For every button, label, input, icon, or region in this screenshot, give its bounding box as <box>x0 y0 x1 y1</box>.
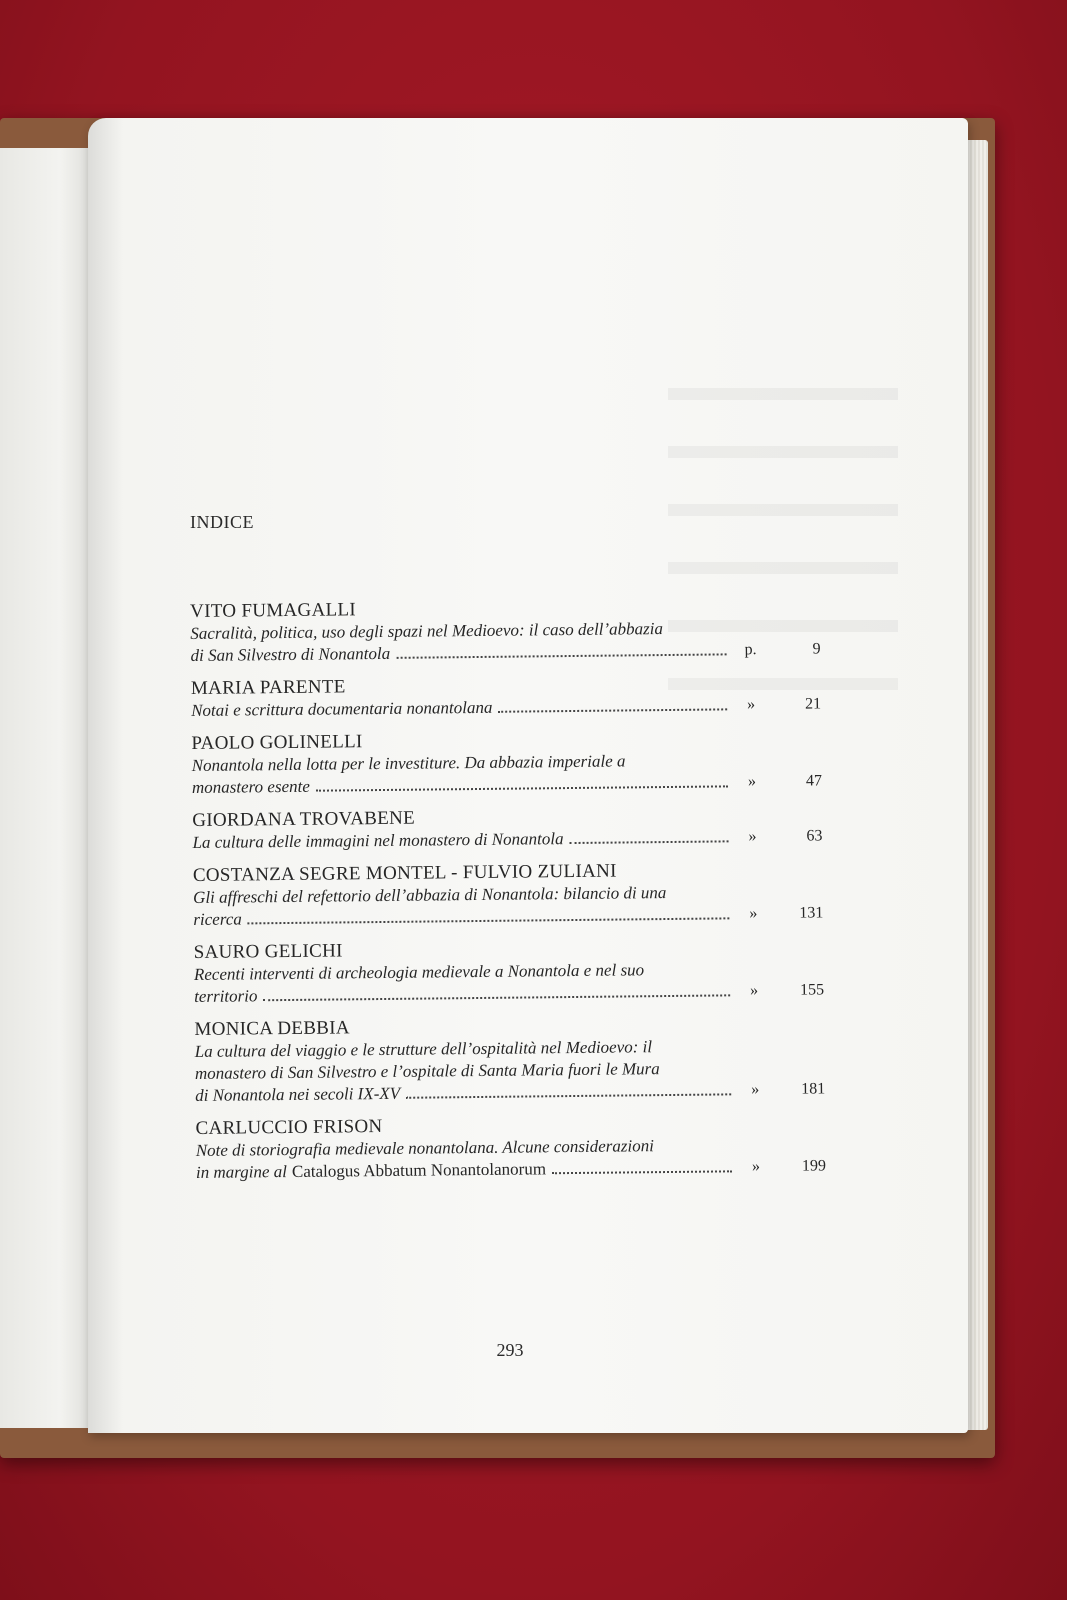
leader-dots <box>498 708 727 712</box>
title-last-line <box>192 826 732 854</box>
title-last-text: Notai e scrittura documentaria nonantolana <box>191 697 493 720</box>
entry-title <box>192 826 732 854</box>
title-line: Gli affreschi del refettorio dell’abbazia di Nonantola: bilancio di una <box>193 883 667 907</box>
title-line: Sacralità, politica, uso degli spazi nel Medioevo: il caso dell’abbazia <box>190 619 664 643</box>
leader-dots <box>406 1093 731 1098</box>
left-page-edge <box>0 148 100 1428</box>
leader-dots <box>396 653 726 658</box>
page-marker: » <box>749 905 758 923</box>
entry-author: COSTANZA SEGRE MONTEL - FULVIO ZULIANI <box>192 860 617 886</box>
entry-page-number: 181 <box>801 1080 826 1098</box>
title-line: monastero di San Silvestro e l’ospitale di Santa Maria fuori le Mura <box>194 1059 660 1083</box>
title-last-text: di Nonantola nei secoli IX-XV <box>195 1083 401 1105</box>
title-last-text: monastero esente <box>191 776 310 797</box>
title-line: Recenti interventi di archeologia medievale a Nonantola e nel suo <box>193 960 645 984</box>
leader-dots <box>248 917 730 924</box>
title-last-line <box>190 639 730 667</box>
leader-dots <box>263 994 730 1001</box>
entry-page-number: 47 <box>805 772 823 790</box>
entry-author: SAURO GELICHI <box>193 940 343 963</box>
entry-title-row <box>194 957 824 1008</box>
entry-author: MARIA PARENTE <box>190 676 346 699</box>
toc-entry <box>194 934 825 1008</box>
toc-entry <box>192 802 822 854</box>
entry-title <box>196 1134 736 1184</box>
entry-title <box>192 749 732 799</box>
entry-author: MONICA DEBBIA <box>194 1017 350 1040</box>
title-last-text: di San Silvestro di Nonantola <box>190 643 391 665</box>
title-last-text: La cultura delle immagini nel monastero di Nonantola <box>192 829 564 852</box>
toc-entry <box>193 857 824 931</box>
page-marker: » <box>750 982 759 1000</box>
entry-title <box>193 881 733 931</box>
entry-title-row <box>192 748 822 799</box>
entry-author: CARLUCCIO FRISON <box>195 1116 383 1139</box>
entry-author: PAOLO GOLINELLI <box>191 731 363 754</box>
title-last-text: ricerca <box>193 909 242 929</box>
entry-page-number: 21 <box>805 695 822 713</box>
title-line: La cultura del viaggio e le strutture dell’ospitalità nel Medioevo: il <box>194 1037 653 1061</box>
title-last-line <box>191 694 731 722</box>
entry-author: GIORDANA TROVABENE <box>192 807 416 831</box>
entry-title <box>194 958 734 1008</box>
title-line: Note di storiografia medievale nonantolana. Alcune considerazioni <box>195 1136 655 1160</box>
toc-entry <box>194 1011 825 1107</box>
title-last-prefix: in margine al <box>195 1162 288 1182</box>
leader-dots <box>316 785 728 791</box>
title-last-line <box>196 1156 736 1184</box>
page-marker: » <box>747 696 756 714</box>
entry-title <box>191 694 731 722</box>
entry-page-number: 131 <box>799 904 824 922</box>
page-marker: » <box>747 773 757 791</box>
entry-title-row <box>195 1034 826 1107</box>
entry-page-number: 155 <box>800 981 825 999</box>
toc-entry <box>191 725 822 799</box>
index-heading: INDICE <box>190 512 254 532</box>
page-number: 293 <box>496 1340 524 1360</box>
leader-dots <box>552 1170 732 1174</box>
toc-entry <box>195 1110 826 1184</box>
entry-title-row <box>196 1133 826 1184</box>
entry-page-number: 199 <box>801 1157 827 1175</box>
entry-page-number: 9 <box>812 640 821 658</box>
entry-title-row <box>190 616 820 667</box>
toc-entry <box>190 593 821 667</box>
entry-title <box>190 617 730 667</box>
table-of-contents <box>190 593 826 1194</box>
title-line: Nonantola nella lotta per le investiture. Da abbazia imperiale a <box>191 751 626 775</box>
page-marker: » <box>751 1081 760 1099</box>
title-last-line <box>195 1079 735 1107</box>
title-upright-work: Catalogus Abbatum Nonantolanorum <box>291 1159 547 1181</box>
entry-page-number: 63 <box>806 827 823 845</box>
toc-entry <box>191 670 821 722</box>
entry-author: VITO FUMAGALLI <box>190 599 357 622</box>
entry-title <box>195 1035 736 1107</box>
page-marker: » <box>748 828 757 846</box>
leader-dots <box>570 840 729 844</box>
title-last-line <box>192 771 732 799</box>
title-last-text: territorio <box>194 986 258 1006</box>
entry-title-row <box>193 880 823 931</box>
page-marker: p. <box>744 641 757 659</box>
page-marker: » <box>751 1158 761 1176</box>
